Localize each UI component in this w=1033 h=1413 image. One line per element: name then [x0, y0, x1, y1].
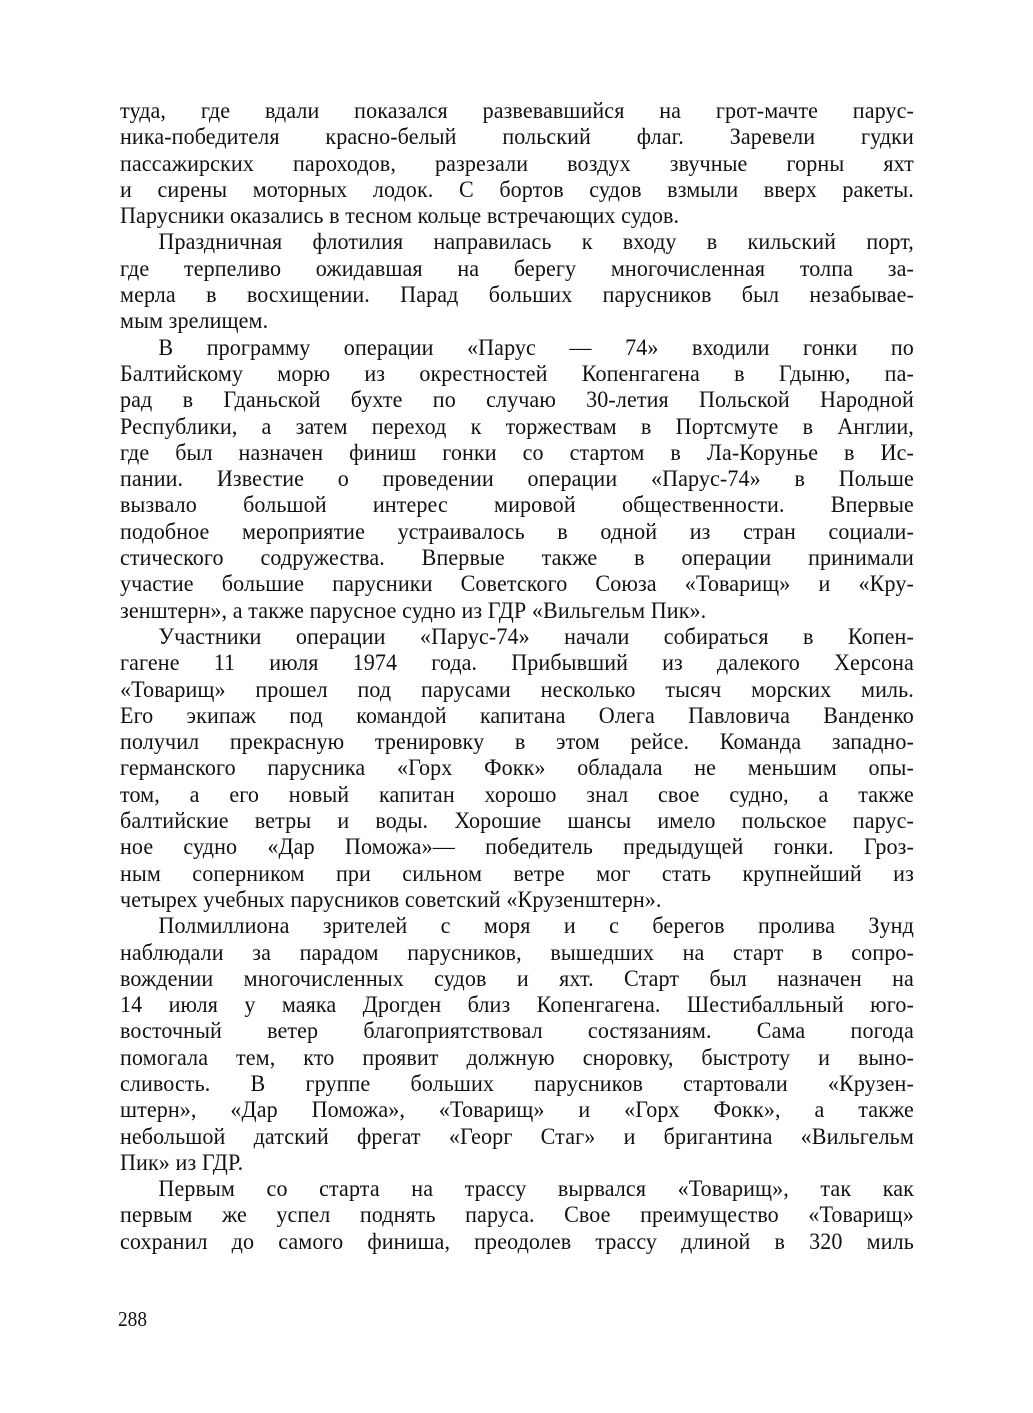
text-line: В программу операции «Парус — 74» входили гонки по	[158, 334, 914, 360]
text-line: ника-победителя красно-белый польский флаг. Заревели гудки	[120, 124, 914, 150]
text-line: Полмиллиона зрителей с моря и с берегов пролива Зунд	[158, 913, 914, 939]
text-line: пании. Известие о проведении операции «Парус-74» в Польше	[120, 466, 914, 492]
paragraph	[120, 229, 914, 334]
text-line: четырех учебных парусников советский «Крузенштерн».	[120, 886, 662, 912]
text-line: Парусники оказались в тесном кольце встречающих судов.	[120, 203, 680, 229]
paragraph	[120, 913, 914, 1176]
text-line: стического содружества. Впервые также в операции принимали	[120, 545, 914, 571]
text-line: рад в Гданьской бухте по случаю 30-летия Польской Народной	[120, 387, 914, 413]
text-line: балтийские ветры и воды. Хорошие шансы имело польское парус-	[120, 808, 914, 834]
paragraph	[120, 98, 914, 229]
text-line: штерн», «Дар Поможа», «Товарищ» и «Горх Фокк», а также	[120, 1097, 914, 1123]
paragraph	[120, 335, 914, 624]
text-line: ное судно «Дар Поможа»— победитель предыдущей гонки. Гроз-	[120, 834, 914, 860]
text-line: Участники операции «Парус-74» начали собираться в Копен-	[158, 623, 914, 649]
text-line: Первым со старта на трассу вырвался «Товарищ», так как	[158, 1176, 914, 1202]
text-line: небольшой датский фрегат «Георг Стаг» и бригантина «Вильгельм	[120, 1123, 914, 1149]
text-line: Его экипаж под командой капитана Олега Павловича Ванденко	[120, 702, 914, 728]
text-line: восточный ветер благоприятствовал состязаниям. Сама погода	[120, 1018, 914, 1044]
text-line: гагене 11 июля 1974 года. Прибывший из далекого Херсона	[120, 650, 914, 676]
text-line: где терпеливо ожидавшая на берегу многочисленная толпа за-	[120, 255, 914, 281]
text-line: мерла в восхищении. Парад больших парусников был незабывае-	[120, 282, 914, 308]
text-line: вызвало большой интерес мировой общественности. Впервые	[120, 492, 914, 518]
text-line: вождении многочисленных судов и яхт. Старт был назначен на	[120, 965, 914, 991]
text-line: Балтийскому морю из окрестностей Копенгагена в Гдыню, па-	[120, 360, 914, 386]
text-line: мым зрелищем.	[120, 308, 269, 334]
text-line: Праздничная флотилия направилась к входу в кильский порт,	[158, 229, 914, 255]
text-line: участие большие парусники Советского Союза «Товарищ» и «Кру-	[120, 571, 914, 597]
text-line: Республики, а затем переход к торжествам в Портсмуте в Англии,	[120, 413, 914, 439]
text-line: сливость. В группе больших парусников стартовали «Крузен-	[120, 1070, 914, 1096]
text-line: Пик» из ГДР.	[120, 1149, 244, 1175]
text-line: подобное мероприятие устраивалось в одной из стран социали-	[120, 518, 914, 544]
page-number: 288	[118, 1307, 147, 1331]
page-body	[120, 98, 914, 1255]
text-line: первым же успел поднять паруса. Свое преимущество «Товарищ»	[120, 1202, 914, 1228]
text-line: где был назначен финиш гонки со стартом в Ла-Корунье в Ис-	[120, 439, 914, 465]
text-line: «Товарищ» прошел под парусами несколько тысяч морских миль.	[120, 676, 914, 702]
text-line: наблюдали за парадом парусников, вышедших на старт в сопро-	[120, 939, 914, 965]
text-line: том, а его новый капитан хорошо знал свое судно, а также	[120, 781, 914, 807]
text-line: туда, где вдали показался развевавшийся на грот-мачте парус-	[120, 98, 914, 123]
paragraph	[120, 624, 914, 913]
text-line: пассажирских пароходов, разрезали воздух звучные горны яхт	[120, 150, 914, 176]
text-line: 14 июля у маяка Дрогден близ Копенгагена. Шестибалльный юго-	[120, 992, 914, 1018]
text-line: германского парусника «Горх Фокк» обладала не меньшим опы-	[120, 755, 914, 781]
text-line: зенштерн», а также парусное судно из ГДР «Вильгельм Пик».	[120, 597, 707, 623]
text-line: сохранил до самого финиша, преодолев трассу длиной в 320 миль	[120, 1228, 914, 1254]
text-line: получил прекрасную тренировку в этом рейсе. Команда западно-	[120, 729, 914, 755]
paragraph	[120, 1176, 914, 1255]
text-line: ным соперником при сильном ветре мог стать крупнейший из	[120, 860, 914, 886]
text-line: помогала тем, кто проявит должную сноровку, быстроту и выно-	[120, 1044, 914, 1070]
text-line: и сирены моторных лодок. С бортов судов взмыли вверх ракеты.	[120, 176, 914, 202]
